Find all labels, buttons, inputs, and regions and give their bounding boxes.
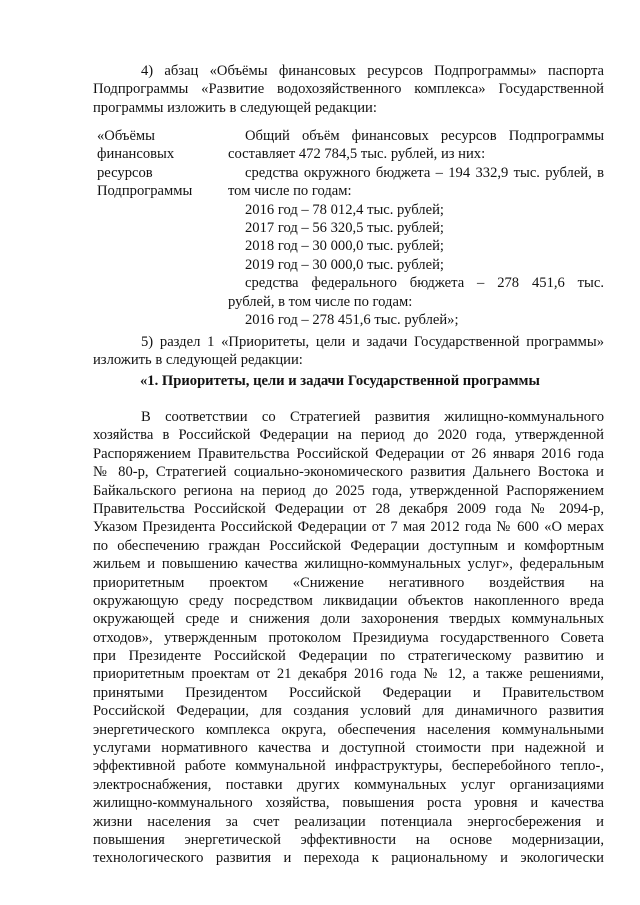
text-line: Правительства Российской Федерации от 28 декабря 2009 года № 2094-р,	[93, 500, 604, 517]
text-line: энергетического комплекса округа, обеспечения населения коммунальными	[93, 721, 604, 738]
paragraph-5	[93, 333, 604, 370]
text-line: жилищно-коммунального хозяйства, повышения роста уровня и качества	[93, 795, 604, 812]
text-line: Указом Президента Российской Федерации от 7 мая 2012 года № 600 «О мерах	[93, 519, 604, 536]
text-line: приоритетным проектом «Снижение негативного воздействия на	[93, 574, 604, 591]
table-content-line: средства окружного бюджета – 194 332,9 тыс. рублей, в	[245, 164, 604, 181]
table-label-line: ресурсов	[97, 164, 153, 181]
table-content-line: Общий объём финансовых ресурсов Подпрограммы	[245, 128, 604, 144]
table-label-line: финансовых	[97, 146, 175, 163]
table-content-line: 2018 год – 30 000,0 тыс. рублей;	[245, 238, 444, 255]
text-line: при Президенте Российской Федерации по стратегическому развитию и	[93, 648, 604, 665]
table-content-line: том числе по годам:	[228, 183, 352, 200]
table-content-line: составляет 472 784,5 тыс. рублей, из них:	[228, 146, 486, 163]
table-label-column	[97, 127, 217, 201]
text-line: изложить в следующей редакции:	[93, 352, 303, 369]
text-line: технологического развития и перехода к рациональному и экологически	[93, 850, 604, 867]
section-heading: «1. Приоритеты, цели и задачи Государственной программы	[140, 373, 540, 389]
text-line: программы изложить в следующей редакции:	[93, 99, 377, 116]
text-line: эффективной работе коммунальной инфраструктуры, бесперебойного тепло-,	[93, 758, 604, 775]
text-line: 5) раздел 1 «Приоритеты, цели и задачи Государственной программы»	[141, 334, 604, 350]
text-line: отходов», утвержденным протоколом Президиума государственного Совета	[93, 629, 604, 646]
text-line: Подпрограммы «Развитие водохозяйственного комплекса» Государственной	[93, 81, 604, 98]
table-content-line: 2016 год – 278 451,6 тыс. рублей»;	[245, 311, 459, 328]
text-line: хозяйства в Российской Федерации на период до 2020 года, утвержденной	[93, 427, 604, 444]
text-line: принятыми Президентом Российской Федерации и Правительством	[93, 684, 604, 701]
text-line: жизни населения за счет реализации потенциала энергосбережения и	[93, 813, 604, 830]
table-content-line: 2019 год – 30 000,0 тыс. рублей;	[245, 256, 444, 273]
text-line: 4) абзац «Объёмы финансовых ресурсов Подпрограммы» паспорта	[141, 63, 604, 79]
table-content-line: 2017 год – 56 320,5 тыс. рублей;	[245, 219, 444, 236]
text-line: услугами нормативного качества и доступной стоимости при надежной и	[93, 740, 604, 757]
table-label-line: «Объёмы	[97, 128, 155, 144]
table-content-line: рублей, в том числе по годам:	[228, 293, 413, 310]
text-line: Байкальского региона на период до 2025 года, утвержденной Распоряжением	[93, 482, 604, 499]
text-line: окружающей среде и снижения доли захоронения твердых коммунальных	[93, 611, 604, 628]
text-line: повышения энергетической эффективности на основе модернизации,	[93, 831, 604, 848]
paragraph-4	[93, 62, 604, 117]
text-line: окружающую среду посредством ликвидации объектов накопленного вреда	[93, 592, 604, 609]
text-line: жильем и повышению качества жилищно-коммунальных услуг», федеральным	[93, 556, 604, 573]
table-content-column	[228, 127, 604, 329]
text-line: В соответствии со Стратегией развития жилищно-коммунального	[141, 409, 604, 425]
text-line: Распоряжением Правительства Российской Федерации от 26 января 2016 года	[93, 445, 604, 462]
text-line: № 80-р, Стратегией социально-экономического развития Дальнего Востока и	[93, 464, 604, 481]
table-content-line: средства федерального бюджета – 278 451,6 тыс.	[245, 275, 604, 292]
text-line: приоритетным проектам от 21 декабря 2016 года № 12, а также решениями,	[93, 666, 604, 683]
text-line: по обеспечению граждан Российской Федерации доступным и комфортным	[93, 537, 604, 554]
body-paragraph	[93, 408, 604, 868]
text-line: электроснабжения, поставки других коммунальных услуг организациями	[93, 776, 604, 793]
text-line: Российской Федерации, для создания условий для динамичного развития	[93, 703, 604, 720]
table-content-line: 2016 год – 78 012,4 тыс. рублей;	[245, 201, 444, 218]
table-label-line: Подпрограммы	[97, 183, 193, 200]
